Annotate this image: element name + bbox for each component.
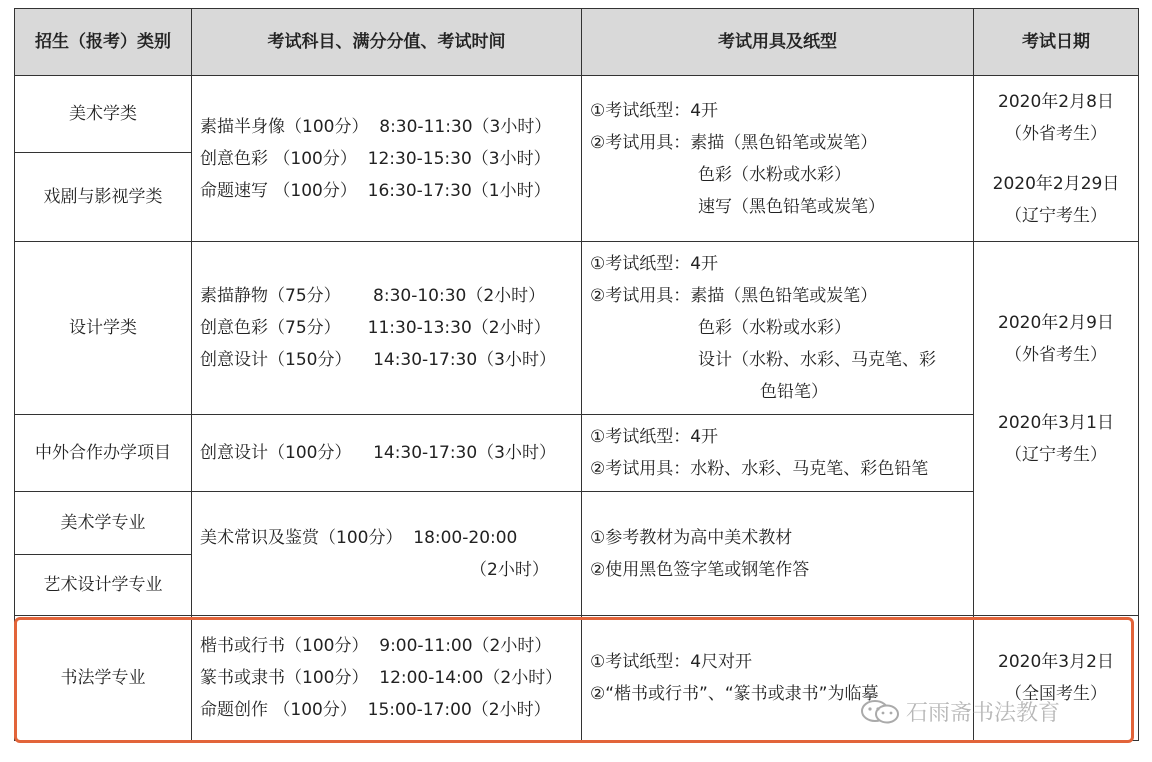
subjects-cell [192,415,582,492]
exam-table [14,8,1139,741]
subject-line: 楷书或行书（100分） 9:00-11:00（2小时） [200,636,552,656]
tools-line: 色铅笔） [760,382,828,402]
subject-line: 素描静物（75分） 8:30-10:30（2小时） [200,286,546,306]
category-cell: 戏剧与影视学类 [15,153,192,242]
table-row [15,242,1139,415]
subjects-cell [192,76,582,242]
date-line: 2020年2月8日 [998,91,1114,112]
note-line: ②“楷书或行书”、“篆书或隶书”为临摹 [590,684,879,704]
date-cell [974,76,1139,242]
date-note: （辽宁考生） [1005,205,1107,226]
tools-line: 色彩（水粉或水彩） [698,318,851,338]
exam-schedule [14,8,1139,741]
table-row [15,76,1139,153]
table-row [15,492,1139,555]
subject-line: 创意设计（150分） 14:30-17:30（3小时） [200,350,556,370]
date-line: 2020年3月1日 [998,412,1114,433]
tools-line: 速写（黑色铅笔或炭笔） [698,196,885,217]
tools-cell [582,242,974,415]
subject-line: 美术常识及鉴赏（100分） 18:00-20:00 [200,527,518,548]
category-cell: 艺术设计学专业 [15,555,192,616]
header-tools: 考试用具及纸型 [582,9,974,76]
date-note: （全国考生） [1005,684,1107,704]
tools-line: 设计（水粉、水彩、马克笔、彩 [698,350,936,370]
date-note: （辽宁考生） [1005,444,1107,465]
paper-line: ①考试纸型：4尺对开 [590,652,753,672]
category-cell: 中外合作办学项目 [15,415,192,492]
date-note: （外省考生） [1005,344,1107,365]
watermark [860,696,1060,727]
date-note: （外省考生） [1005,123,1107,144]
header-date: 考试日期 [974,9,1139,76]
tools-line: ②考试用具：素描（黑色铅笔或炭笔） [590,132,878,153]
paper-line: ①考试纸型：4开 [590,100,719,121]
date-cell [974,242,1139,616]
tools-cell [582,492,974,616]
subjects-cell [192,242,582,415]
note-line: ②使用黑色签字笔或钢笔作答 [590,559,810,580]
tools-line: 色彩（水粉或水彩） [698,164,851,185]
subjects-cell [192,492,582,616]
header-subjects: 考试科目、满分分值、考试时间 [192,9,582,76]
paper-line: ①考试纸型：4开 [590,427,719,447]
tools-cell [582,76,974,242]
paper-line: ①考试纸型：4开 [590,254,719,274]
subject-line: 创意设计（100分） 14:30-17:30（3小时） [200,443,556,463]
subject-line: 篆书或隶书（100分） 12:00-14:00（2小时） [200,668,563,688]
table-row [15,415,1139,492]
date-line: 2020年2月29日 [992,173,1120,194]
category-cell: 美术学专业 [15,492,192,555]
subject-duration: （2小时） [470,559,549,580]
category-cell: 美术学类 [15,76,192,153]
tools-line: ②考试用具：素描（黑色铅笔或炭笔） [590,286,878,306]
subject-line: 命题速写 （100分） 16:30-17:30（1小时） [200,180,551,201]
subject-line: 创意色彩 （100分） 12:30-15:30（3小时） [200,148,551,169]
category-cell: 设计学类 [15,242,192,415]
tools-line: ②考试用具：水粉、水彩、马克笔、彩色铅笔 [590,459,929,479]
subject-line: 素描半身像（100分） 8:30-11:30（3小时） [200,116,552,137]
category-cell: 书法学专业 [15,616,192,741]
watermark-text: 石雨斋书法教育 [906,701,1061,726]
subject-line: 创意色彩（75分） 11:30-13:30（2小时） [200,318,551,338]
subject-line: 命题创作 （100分） 15:00-17:00（2小时） [200,700,551,720]
wechat-icon [860,699,900,725]
header-category: 招生（报考）类别 [15,9,192,76]
date-line: 2020年2月9日 [998,312,1114,333]
header-row [15,9,1139,76]
note-line: ①参考教材为高中美术教材 [590,527,793,548]
date-line: 2020年3月2日 [998,652,1114,672]
tools-cell [582,415,974,492]
subjects-cell [192,616,582,741]
